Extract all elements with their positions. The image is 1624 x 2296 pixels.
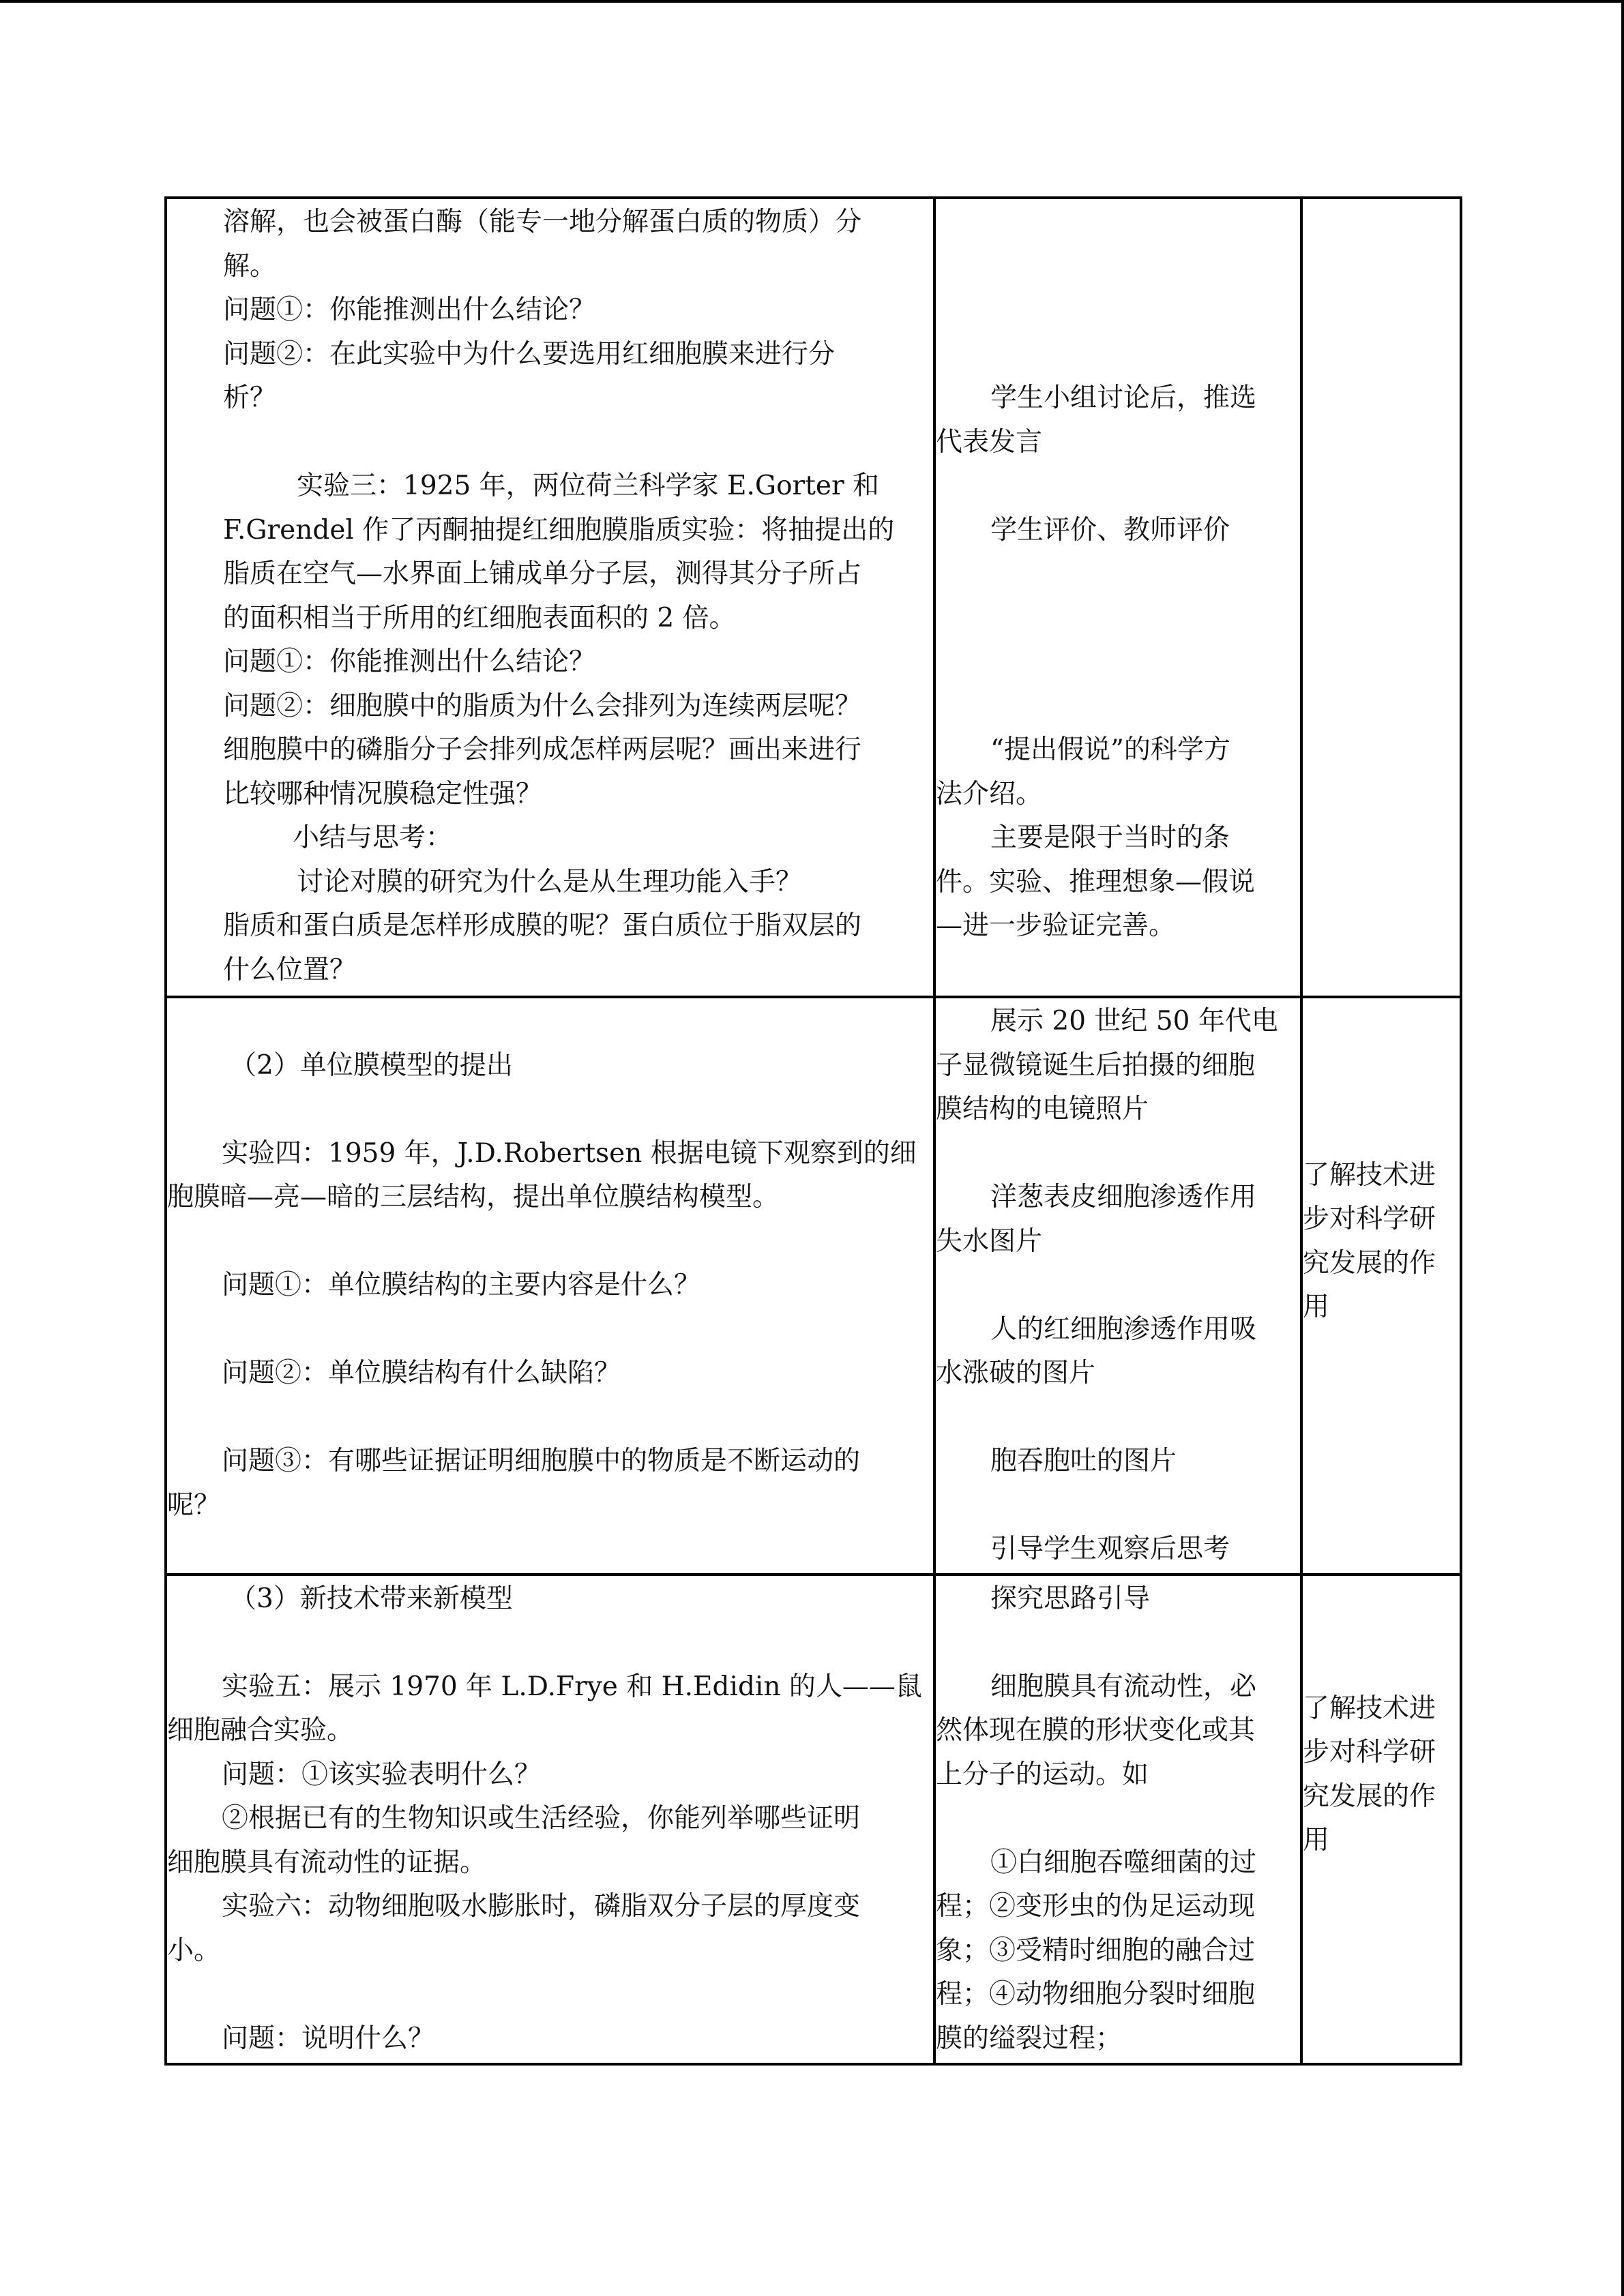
teacher-student-activity-cell <box>934 1575 1301 2064</box>
text-line: 用 <box>1303 1292 1330 1322</box>
text-line: 然体现在膜的形状变化或其 <box>936 1715 1256 1746</box>
text-line: 细胞膜具有流动性，必 <box>990 1671 1257 1702</box>
text-line: 探究思路引导 <box>990 1583 1151 1614</box>
text-line: 析？ <box>223 383 277 413</box>
text-line: 问题②：细胞膜中的脂质为什么会排列为连续两层呢？ <box>223 690 862 721</box>
text-line: 胞吞胞吐的图片 <box>990 1446 1177 1476</box>
text-line: 引导学生观察后思考 <box>990 1534 1230 1564</box>
text-line: 细胞膜中的磷脂分子会排列成怎样两层呢？画出来进行 <box>223 734 862 765</box>
table-row <box>166 997 1461 1575</box>
page-right-border <box>1621 0 1624 2296</box>
text-line: 人的红细胞渗透作用吸 <box>990 1313 1257 1345</box>
page-top-border <box>0 0 1624 3</box>
text-line: 问题①：你能推测出什么结论？ <box>223 646 596 677</box>
text-line: 胞膜暗—亮—暗的三层结构，提出单位膜结构模型。 <box>167 1182 780 1212</box>
text-line: 问题①：你能推测出什么结论？ <box>223 295 596 325</box>
text-line: 展示 20 世纪 50 年代电 <box>990 1006 1278 1037</box>
text-line: 问题②：单位膜结构有什么缺陷？ <box>222 1358 621 1388</box>
text-line: 学生小组讨论后，推选 <box>990 383 1257 413</box>
text-line: 究发展的作 <box>1303 1780 1436 1812</box>
lesson-plan-table <box>164 196 1462 2066</box>
design-intent-cell <box>1301 997 1461 1575</box>
text-line: F.Grendel 作了丙酮抽提红细胞膜脂质实验：将抽提出的 <box>223 514 895 546</box>
text-line: 法介绍。 <box>936 778 1043 809</box>
text-line: “提出假说”的科学方 <box>990 734 1230 765</box>
text-line: 了解技术进 <box>1303 1159 1436 1191</box>
text-line: 脂质在空气—水界面上铺成单分子层，测得其分子所占 <box>223 558 862 589</box>
text-line: 问题：①该实验表明什么？ <box>222 1759 542 1790</box>
text-line: 究发展的作 <box>1303 1247 1436 1279</box>
text-line: 问题：说明什么？ <box>222 2023 435 2054</box>
text-line: 步对科学研 <box>1303 1737 1436 1768</box>
text-line: 主要是限于当时的条 <box>990 822 1230 853</box>
table-row <box>166 1575 1461 2064</box>
design-intent-cell <box>1301 198 1461 997</box>
teaching-content-cell <box>166 198 934 997</box>
teacher-student-activity-cell <box>934 198 1301 997</box>
text-line: 实验四：1959 年，J.D.Robertsen 根据电镜下观察到的细 <box>222 1137 917 1169</box>
text-line: 洋葱表皮细胞渗透作用 <box>990 1182 1257 1212</box>
design-intent-cell <box>1301 1575 1461 2064</box>
teaching-content-cell <box>166 997 934 1575</box>
text-line: 了解技术进 <box>1303 1693 1436 1724</box>
text-line: 问题②：在此实验中为什么要选用红细胞膜来进行分 <box>223 338 836 370</box>
text-line: 程；④动物细胞分裂时细胞 <box>936 1979 1256 2010</box>
text-line: 步对科学研 <box>1303 1204 1436 1234</box>
text-line: 代表发言 <box>936 426 1043 458</box>
text-line: ①白细胞吞噬细菌的过 <box>990 1847 1257 1878</box>
text-line: 学生评价、教师评价 <box>990 514 1230 546</box>
text-line: 细胞融合实验。 <box>167 1715 354 1746</box>
text-line: （3）新技术带来新模型 <box>230 1583 513 1614</box>
text-line: 呢？ <box>167 1489 221 1521</box>
text-line: 细胞膜具有流动性的证据。 <box>167 1847 487 1878</box>
text-line: 脂质和蛋白质是怎样形成膜的呢？蛋白质位于脂双层的 <box>223 910 862 941</box>
text-line: 程；②变形虫的伪足运动现 <box>936 1891 1256 1922</box>
text-line: 的面积相当于所用的红细胞表面积的 2 倍。 <box>223 602 736 633</box>
text-line: 什么位置？ <box>223 954 357 985</box>
text-line: 膜的缢裂过程； <box>936 2023 1123 2054</box>
text-line: 解。 <box>223 250 277 282</box>
text-line: 子显微镜诞生后拍摄的细胞 <box>936 1049 1256 1081</box>
text-line: 象；③受精时细胞的融合过 <box>936 1935 1256 1966</box>
text-line: 上分子的运动。如 <box>936 1759 1149 1790</box>
text-line: 比较哪种情况膜稳定性强？ <box>223 778 543 809</box>
text-line: —进一步验证完善。 <box>936 910 1176 941</box>
text-line: 膜结构的电镜照片 <box>936 1094 1149 1124</box>
text-line: 件。实验、推理想象—假说 <box>936 866 1256 897</box>
text-line: 实验三：1925 年，两位荷兰科学家 E.Gorter 和 <box>297 471 879 501</box>
text-line: 讨论对膜的研究为什么是从生理功能入手？ <box>297 866 803 897</box>
text-line: 实验六：动物细胞吸水膨胀时，磷脂双分子层的厚度变 <box>222 1891 861 1922</box>
text-line: 小结与思考： <box>293 822 453 853</box>
text-line: 溶解，也会被蛋白酶（能专一地分解蛋白质的物质）分 <box>223 207 862 237</box>
text-line: 用 <box>1303 1825 1330 1855</box>
text-line: 问题③：有哪些证据证明细胞膜中的物质是不断运动的 <box>222 1446 861 1476</box>
blank-line <box>167 421 928 465</box>
text-line: 失水图片 <box>936 1225 1043 1257</box>
text-line: （2）单位膜模型的提出 <box>230 1049 513 1081</box>
table-row <box>166 198 1461 997</box>
text-line: ②根据已有的生物知识或生活经验，你能列举哪些证明 <box>222 1803 861 1834</box>
teacher-student-activity-cell <box>934 997 1301 1575</box>
text-line: 小。 <box>167 1935 221 1966</box>
text-line: 问题①：单位膜结构的主要内容是什么？ <box>222 1270 701 1300</box>
text-line: 实验五：展示 1970 年 L.D.Frye 和 H.Edidin 的人——鼠 <box>222 1671 922 1702</box>
teaching-content-cell <box>166 1575 934 2064</box>
text-line: 水涨破的图片 <box>936 1358 1096 1388</box>
